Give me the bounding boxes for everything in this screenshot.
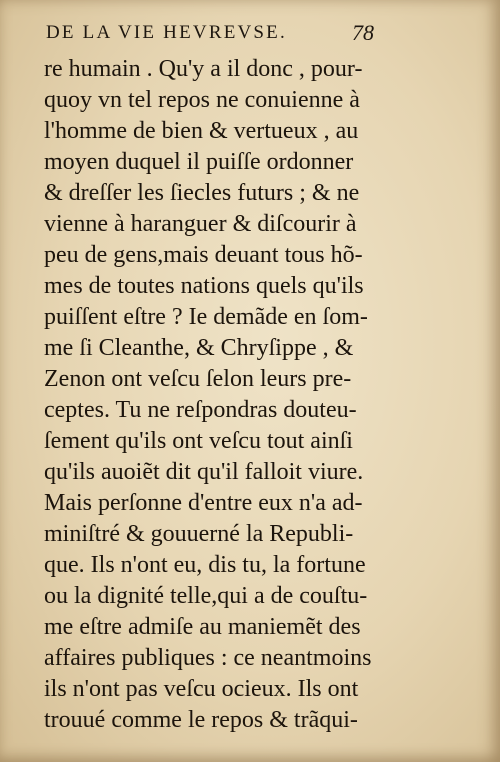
text-line: ils n'ont pas veſcu ocieux. Ils ont <box>44 676 359 702</box>
body-text <box>44 54 394 736</box>
text-line: ceptes. Tu ne reſpondras douteu- <box>44 397 357 423</box>
text-line: me eſtre admiſe au maniemẽt des <box>44 614 361 640</box>
text-line: trouué comme le repos & trãqui- <box>44 707 358 733</box>
text-line: Zenon ont veſcu ſelon leurs pre- <box>44 366 352 392</box>
running-title: DE LA VIE HEVREVSE. <box>46 22 287 43</box>
text-line: l'homme de bien & vertueux , au <box>44 118 359 144</box>
text-line: que. Ils n'ont eu, dis tu, la fortune <box>44 552 366 578</box>
text-line: miniſtré & gouuerné la Republi- <box>44 521 354 547</box>
text-line: puiſſent eſtre ? Ie demãde en ſom- <box>44 304 368 330</box>
text-line: vienne à haranguer & diſcourir à <box>44 211 357 237</box>
text-line: quoy vn tel repos ne conuienne à <box>44 87 360 113</box>
text-line: qu'ils auoiẽt dit qu'il falloit viure. <box>44 459 364 485</box>
text-line: mes de toutes nations quels qu'ils <box>44 273 364 299</box>
text-line: peu de gens,mais deuant tous hõ- <box>44 242 363 268</box>
page-number: 78 <box>352 20 374 45</box>
text-line: & dreſſer les ſiecles futurs ; & ne <box>44 180 360 206</box>
text-line: affaires publiques : ce neantmoins <box>44 645 372 671</box>
text-line: ou la dignité telle,qui a de couſtu- <box>44 583 368 609</box>
text-line: me ſi Cleanthe, & Chryſippe , & <box>44 335 354 361</box>
text-line: Mais perſonne d'entre eux n'a ad- <box>44 490 363 516</box>
text-line: ſement qu'ils ont veſcu tout ainſi <box>44 428 353 454</box>
text-line: moyen duquel il puiſſe ordonner <box>44 149 354 175</box>
text-line: re humain . Qu'y a il donc , pour- <box>44 56 363 82</box>
